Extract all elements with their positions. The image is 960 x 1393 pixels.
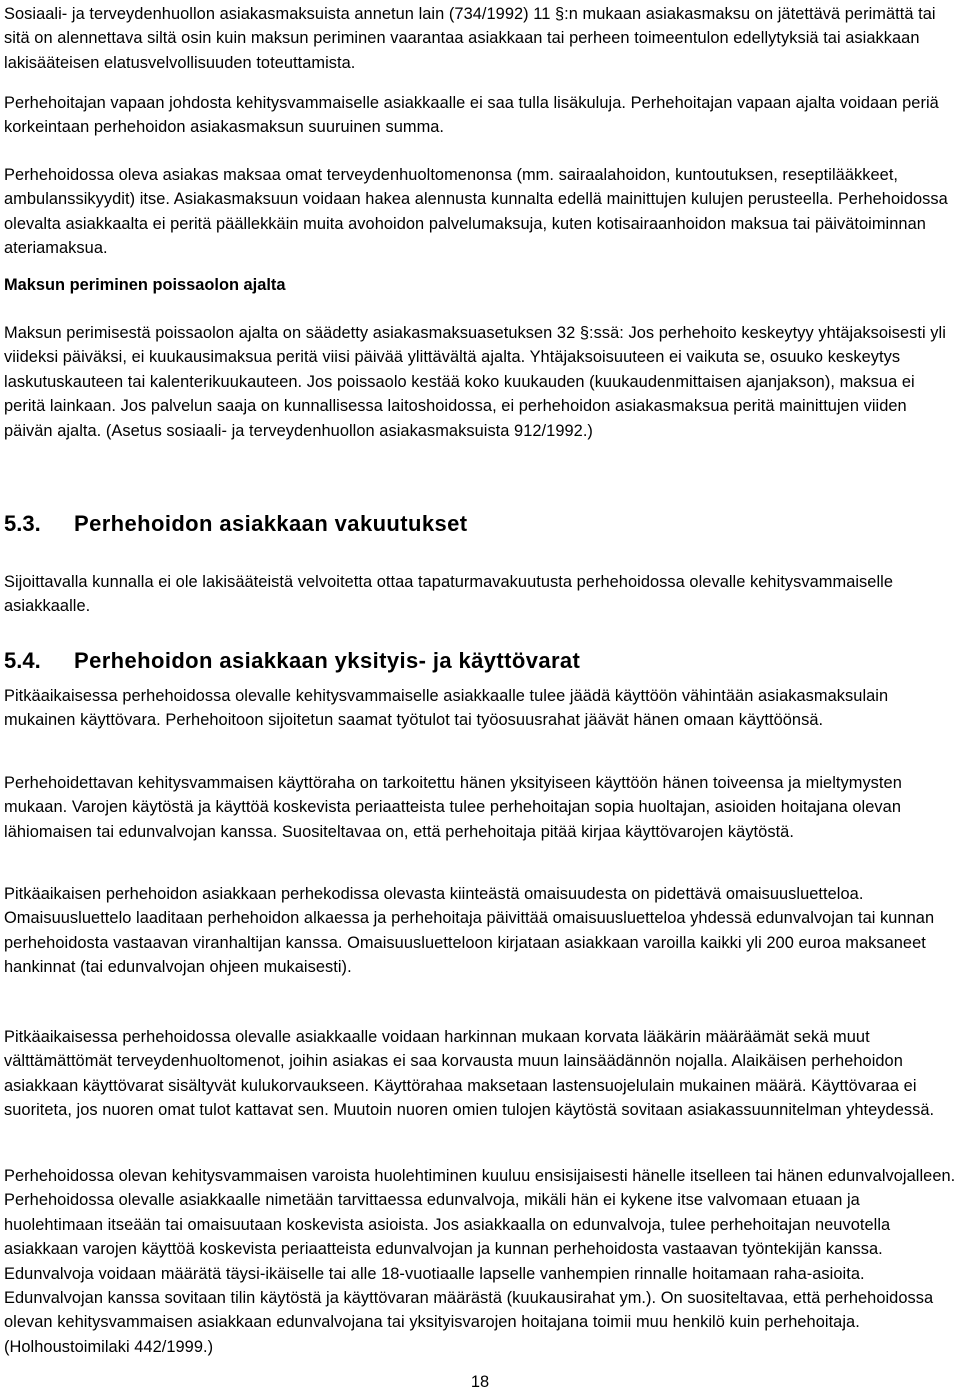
paragraph-insurance: Sijoittavalla kunnalla ei ole lakisääteistä velvoitetta ottaa tapaturmavakuutusta perhehoidossa olevalle kehitysvammaiselle asiakkaalle. <box>4 573 894 616</box>
section-title: Perhehoidon asiakkaan yksityis- ja käyttövarat <box>74 648 581 673</box>
paragraph-fee-waiver: Sosiaali- ja terveydenhuollon asiakasmaksuista annetun lain (734/1992) 11 §:n mukaan asiakasmaksu on jätettävä perimättä tai sitä on alennettava siltä osin kuin maksun periminen vaarantaa asiakkaan tai perheen toimeentulon edellytyksiä tai asiakkaan lakisääteisen elatusvelvollisuuden toteuttamista. <box>4 5 936 72</box>
paragraph-spending-money: Pitkäaikaisessa perhehoidossa olevalle kehitysvammaiselle asiakkaalle tulee jäädä käyttöön vähintään asiakasmaksulain mukainen käyttövara. Perhehoitoon sijoitetun saamat työtulot tai työosuusrahat jäävät hänen omaan käyttöönsä. <box>4 687 889 730</box>
section-number: 5.3. <box>4 511 41 536</box>
paragraph-health-compensation: Pitkäaikaisessa perhehoidossa olevalle asiakkaalle voidaan harkinnan mukaan korvata lääkärin määräämät sekä muut välttämättömät terveydenhuoltomenot, joihin asiakas ei saa korvausta muun lainsäädännön nojalla. Alaikäisen perhehoidon asiakkaan käyttövarat sisältyvät kulukorvaukseen. Käyttörahaa maksetaan lastensuojelulain mukainen määrä. Käyttövaraa ei suoriteta, jos nuoren omat tulot kattavat sen. Muutoin nuoren omien tulojen käytöstä sovitaan asiakassuunnitelman yhteydessä. <box>4 1028 935 1120</box>
section-heading-5-4 <box>4 646 956 676</box>
paragraph-property-list: Pitkäaikaisen perhehoidon asiakkaan perhekodissa olevasta kiinteästä omaisuudesta on pidettävä omaisuusluetteloa. Omaisuusluettelo laaditaan perhehoidon alkaessa ja perhehoitaja päivittää omaisuusluetteloa yhdessä edunvalvojan tai kunnan perhehoidosta vastaavan viranhaltijan kanssa. Omaisuusluetteloon kirjataan asiakkaan varoilla kaikki yli 200 euroa maksaneet hankinnat (tai edunvalvojan ohjeen mukaisesti). <box>4 885 935 977</box>
page-number: 18 <box>470 1373 490 1391</box>
section-title: Perhehoidon asiakkaan vakuutukset <box>74 511 468 536</box>
paragraph-caregiver-leave: Perhehoitajan vapaan johdosta kehitysvammaiselle asiakkaalle ei saa tulla lisäkuluja. Perhehoitajan vapaan ajalta voidaan periä korkeintaan perhehoidon asiakasmaksun suuruinen summa. <box>4 94 939 137</box>
paragraph-guardian: Perhehoidossa olevan kehitysvammaisen varoista huolehtiminen kuuluu ensisijaisesti hänelle itselleen tai hänen edunvalvojalleen. Perhehoidossa olevalle asiakkaalle nimetään tarvittaessa edunvalvoja, mikäli hän ei kykene itse valvomaan etuaan ja huolehtimaan itseään tai omaisuutaan koskevista asioista. Jos asiakkaalla on edunvalvoja, tulee perhehoitajan neuvotella asiakkaan varojen käyttöä koskevista periaatteista edunvalvojan ja kunnan perhehoidosta vastaavan työntekijän kanssa. Edunvalvoja voidaan määrätä täysi-ikäiselle tai alle 18-vuotiaalle lapselle vanhempien rinnalle hoitamaan raha-asioita. Edunvalvojan kanssa sovitaan tilin käytöstä ja käyttövaran määrästä (kuukausirahat ym.). On suositeltavaa, että perhehoidossa olevan kehitysvammaisen asiakkaan edunvalvojana tai yksityisvarojen hoitajana toimii muu henkilö kuin perhehoitaja. (Holhoustoimilaki 442/1999.) <box>4 1167 956 1356</box>
paragraph-health-costs: Perhehoidossa oleva asiakas maksaa omat terveydenhuoltomenonsa (mm. sairaalahoidon, kuntoutuksen, reseptilääkkeet, ambulanssikyydit) itse. Asiakasmaksuun voidaan hakea alennusta kunnalta edellä mainittujen kulujen perusteella. Perhehoidossa olevalta asiakkaalta ei peritä päällekkäin muita avohoidon palvelumaksuja, kuten kotisairaanhoidon maksua tai päivätoiminnan ateriamaksua. <box>4 166 948 258</box>
section-heading-5-3 <box>4 509 956 539</box>
section-number: 5.4. <box>4 648 41 673</box>
paragraph-absence-fee: Maksun perimisestä poissaolon ajalta on säädetty asiakasmaksuasetuksen 32 §:ssä: Jos perhehoito keskeytyy yhtäjaksoisesti yli viideksi päiväksi, ei kuukausimaksua peritä viisi päivää ylittävältä ajalta. Yhtäjaksoisuuteen ei vaikuta se, osuuko keskeytys laskutuskauteen tai kalenterikuukauteen. Jos poissaolo kestää koko kuukauden (kuukaudenmittaisen ajanjakson), maksua ei peritä lainkaan. Jos palvelun saaja on kunnallisessa laitoshoidossa, ei perhehoidon asiakasmaksua peritä mainittujen viiden päivän ajalta. (Asetus sosiaali- ja terveydenhuollon asiakasmaksuista 912/1992.) <box>4 324 946 440</box>
subheading-absence-fee: Maksun periminen poissaolon ajalta <box>4 276 286 294</box>
paragraph-pocket-money: Perhehoidettavan kehitysvammaisen käyttöraha on tarkoitettu hänen yksityiseen käyttöön hänen toiveensa ja mieltymysten mukaan. Varojen käytöstä ja käyttöä koskevista periaatteista tulee perhehoitajan sopia huoltajan, asioiden hoitajana olevan lähiomaisen tai edunvalvojan kanssa. Suositeltavaa on, että perhehoitaja pitää kirjaa käyttövarojen käytöstä. <box>4 774 902 841</box>
